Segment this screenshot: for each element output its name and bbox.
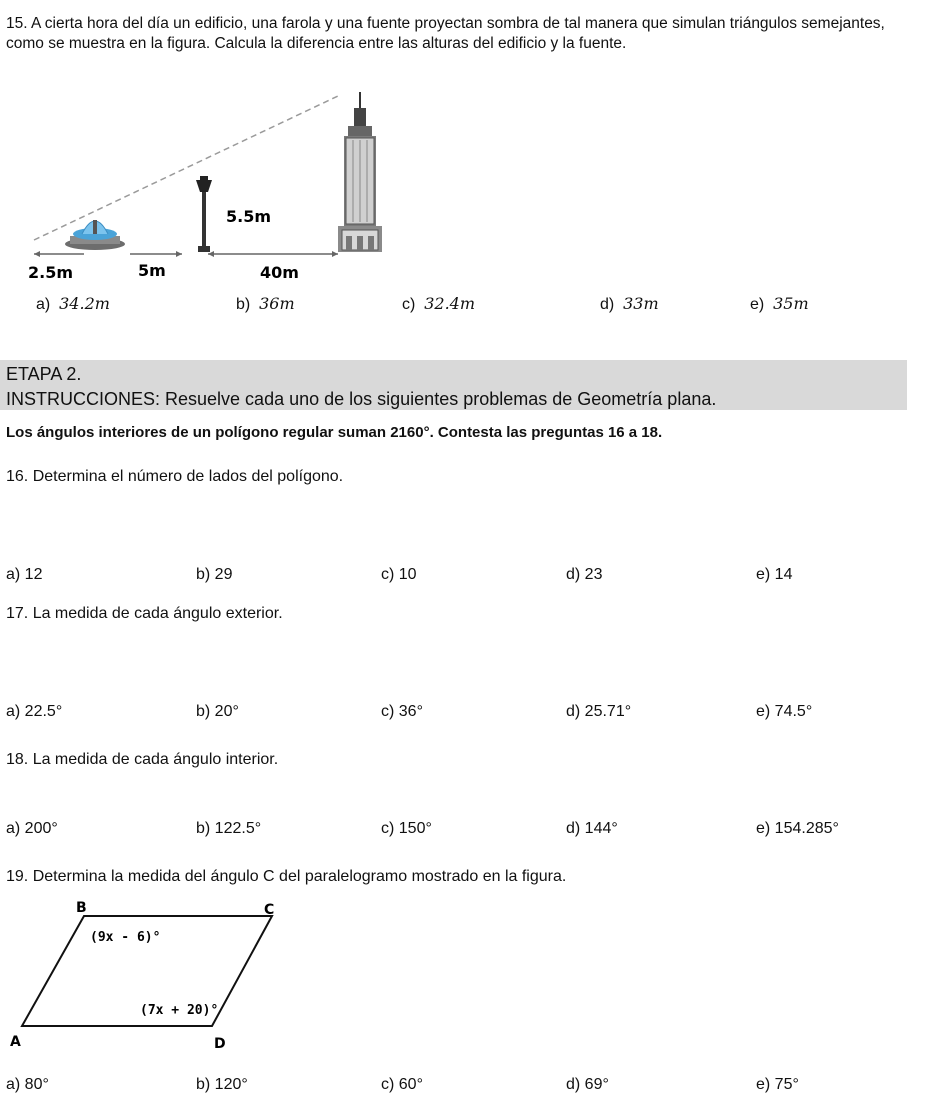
q19-option-d[interactable]: d) 69° [566,1076,609,1093]
question-16-text: 16. Determina el número de lados del polígono. [6,468,344,485]
stage-instructions: INSTRUCCIONES: Resuelve cada uno de los siguientes problemas de Geometría plana. [6,389,717,409]
preamble-text: Los ángulos interiores de un polígono regular suman 2160°. Contesta las preguntas 16 a 18. [6,424,663,441]
q18-option-e[interactable]: e) 154.285° [756,820,839,837]
q18-option-a[interactable]: a) 200° [6,820,58,837]
q16-option-d[interactable]: d) 23 [566,566,603,583]
angle-d-expression: (7x + 20)° [140,1003,219,1018]
q17-option-b[interactable]: b) 20° [196,703,239,720]
distance-label-3: 40m [260,263,299,282]
distance-label-1: 2.5m [28,263,74,282]
q15-option-d[interactable]: d) 33m [600,294,659,313]
q16-option-a[interactable]: a) 12 [6,566,43,583]
building-icon [338,92,382,252]
street-lamp-icon [196,176,212,252]
vertex-c-label: C [264,902,275,918]
q18-option-d[interactable]: d) 144° [566,820,618,837]
question-19-text: 19. Determina la medida del ángulo C del paralelogramo mostrado en la figura. [6,868,567,885]
q18-option-c[interactable]: c) 150° [381,820,432,837]
q16-option-c[interactable]: c) 10 [381,566,417,583]
parallelogram-figure [6,896,306,1056]
distance-label-2: 5m [138,261,166,280]
q16-option-b[interactable]: b) 29 [196,566,233,583]
vertex-a-label: A [10,1034,21,1050]
sun-ray-line [34,96,338,240]
shadow-figure [20,88,400,288]
q19-option-c[interactable]: c) 60° [381,1076,423,1093]
q19-option-b[interactable]: b) 120° [196,1076,248,1093]
q16-option-e[interactable]: e) 14 [756,566,793,583]
vertex-b-label: B [76,900,87,916]
q15-option-c[interactable]: c) 32.4m [402,294,476,313]
question-15-text: 15. A cierta hora del día un edificio, una farola y una fuente proyectan sombra de tal manera que simulan triángulos semejantes, como se muestra en la figura. Calcula la diferencia entre las alturas del edificio y la fuente. [6,15,885,52]
stage-title: ETAPA 2. [6,364,82,384]
q15-option-e[interactable]: e) 35m [750,294,809,313]
q17-option-d[interactable]: d) 25.71° [566,703,632,720]
lamp-height-label: 5.5m [226,207,272,226]
q17-option-c[interactable]: c) 36° [381,703,423,720]
fountain-icon [65,220,125,250]
q15-option-b[interactable]: b) 36m [236,294,295,313]
q18-option-b[interactable]: b) 122.5° [196,820,262,837]
angle-b-expression: (9x - 6)° [90,930,161,945]
q15-option-a[interactable]: a) 34.2m [36,294,110,313]
q17-option-a[interactable]: a) 22.5° [6,703,63,720]
question-18-text: 18. La medida de cada ángulo interior. [6,751,279,768]
q19-option-e[interactable]: e) 75° [756,1076,799,1093]
question-17-text: 17. La medida de cada ángulo exterior. [6,605,283,622]
vertex-d-label: D [214,1036,226,1052]
q17-option-e[interactable]: e) 74.5° [756,703,813,720]
q19-option-a[interactable]: a) 80° [6,1076,49,1093]
